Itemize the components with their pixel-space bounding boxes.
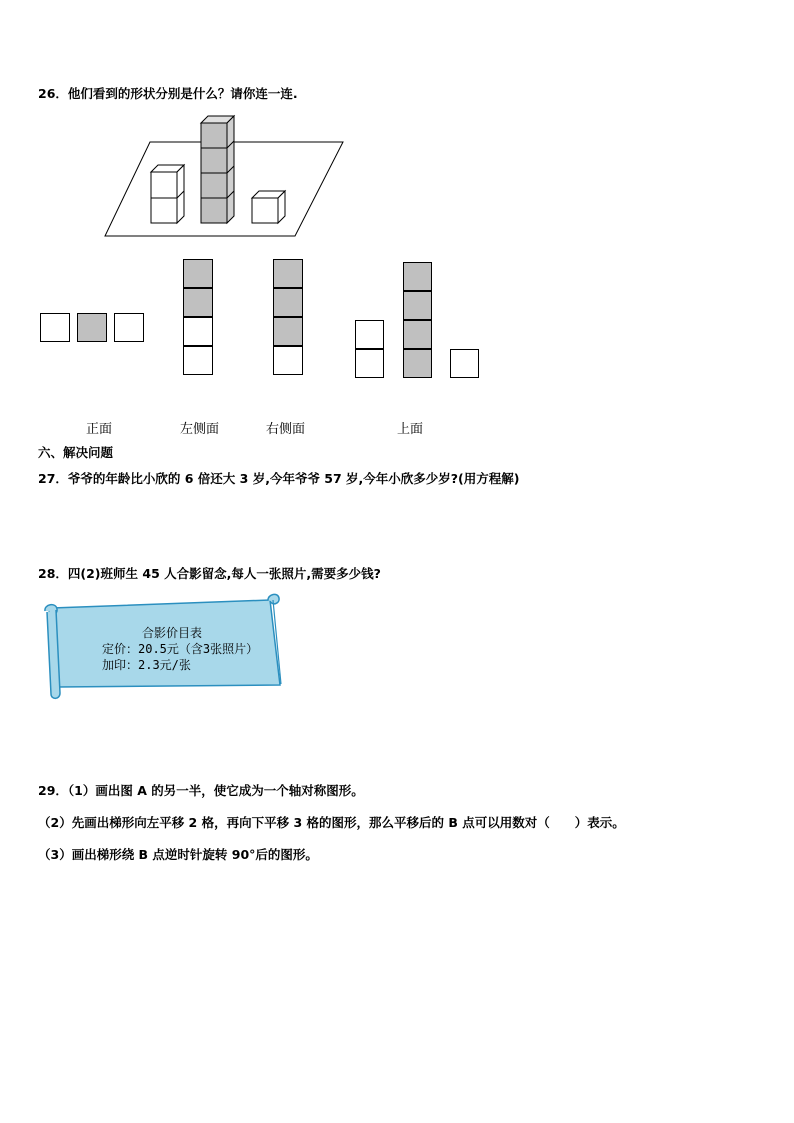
price-table-title: 合影价目表 bbox=[142, 626, 203, 640]
label-front: 正面 bbox=[86, 422, 113, 437]
label-right-side: 右侧面 bbox=[266, 422, 306, 437]
section-6-heading: 六、解决问题 bbox=[38, 445, 114, 460]
question-29-part-1: 29．（1）画出图 A 的另一半，使它成为一个轴对称图形。 bbox=[38, 783, 364, 798]
single-cube bbox=[252, 191, 285, 223]
question-27-text: 27．爷爷的年龄比小欣的 6 倍还大 3 岁,今年爷爷 57 岁,今年小欣多少岁?(用方程解) bbox=[38, 471, 520, 486]
price-table-line-2: 加印：2.3元/张 bbox=[102, 658, 191, 672]
label-left-side: 左侧面 bbox=[180, 422, 220, 437]
left-stack-cubes bbox=[151, 165, 184, 223]
question-28-text: 28．四(2)班师生 45 人合影留念,每人一张照片,需要多少钱? bbox=[38, 566, 381, 581]
question-29-part-2: （2）先画出梯形向左平移 2 格，再向下平移 3 格的图形，那么平移后的 B 点可以用数对（ ）表示。 bbox=[38, 815, 625, 830]
price-table-line-1: 定价：20.5元（含3张照片） bbox=[102, 642, 259, 656]
question-26-text: 26．他们看到的形状分别是什么？请你连一连. bbox=[38, 86, 298, 101]
label-top: 上面 bbox=[397, 422, 424, 437]
tall-stack-cubes bbox=[201, 116, 234, 223]
question-29-part-3: （3）画出梯形绕 B 点逆时针旋转 90°后的图形。 bbox=[38, 847, 318, 862]
